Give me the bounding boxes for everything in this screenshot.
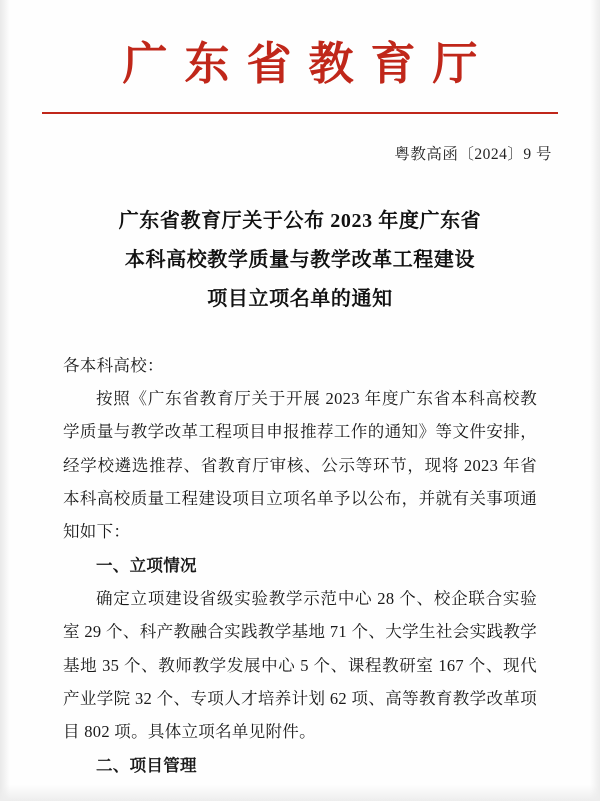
salutation: 各本科高校：: [63, 355, 164, 375]
issuing-authority-title: 广东省教育厅: [122, 37, 495, 90]
section-heading-1: 一、立项情况: [96, 555, 197, 575]
masthead: [0, 0, 600, 114]
section-heading-2: 二、项目管理: [96, 755, 197, 775]
document-number: 粤教高函〔2024〕9 号: [394, 145, 552, 163]
document-title: [75, 202, 525, 319]
page-edge-shadow-right: [590, 0, 600, 801]
page-edge-shadow-left: [0, 0, 10, 801]
document-title-line-2: 本科高校教学质量与教学改革工程建设: [124, 248, 476, 271]
document-title-line-3: 项目立项名单的通知: [207, 287, 393, 310]
page-edge-shadow-bottom: [0, 785, 600, 801]
document-body: [63, 349, 537, 782]
document-title-line-1: 广东省教育厅关于公布 2023 年度广东省: [118, 209, 482, 232]
body-paragraph-1: 按照《广东省教育厅关于开展 2023 年度广东省本科高校教学质量与教学改革工程项目申报推荐工作的通知》等文件安排，经学校遴选推荐、省教育厅审核、公示等环节，现将 2023 年省本科高校质量工程建设项目立项名单予以公布，并就有关事项通知如下：: [63, 389, 537, 542]
body-paragraph-2: 确定立项建设省级实验教学示范中心 28 个、校企联合实验室 29 个、科产教融合实践教学基地 71 个、大学生社会实践教学基地 35 个、教师教学发展中心 5 个、课程教研室 167 个、现代产业学院 32 个、专项人才培养计划 62 项、高等教育教学改革项目 802 项。具体立项名单见附件。: [63, 589, 537, 742]
masthead-divider: [42, 112, 558, 114]
